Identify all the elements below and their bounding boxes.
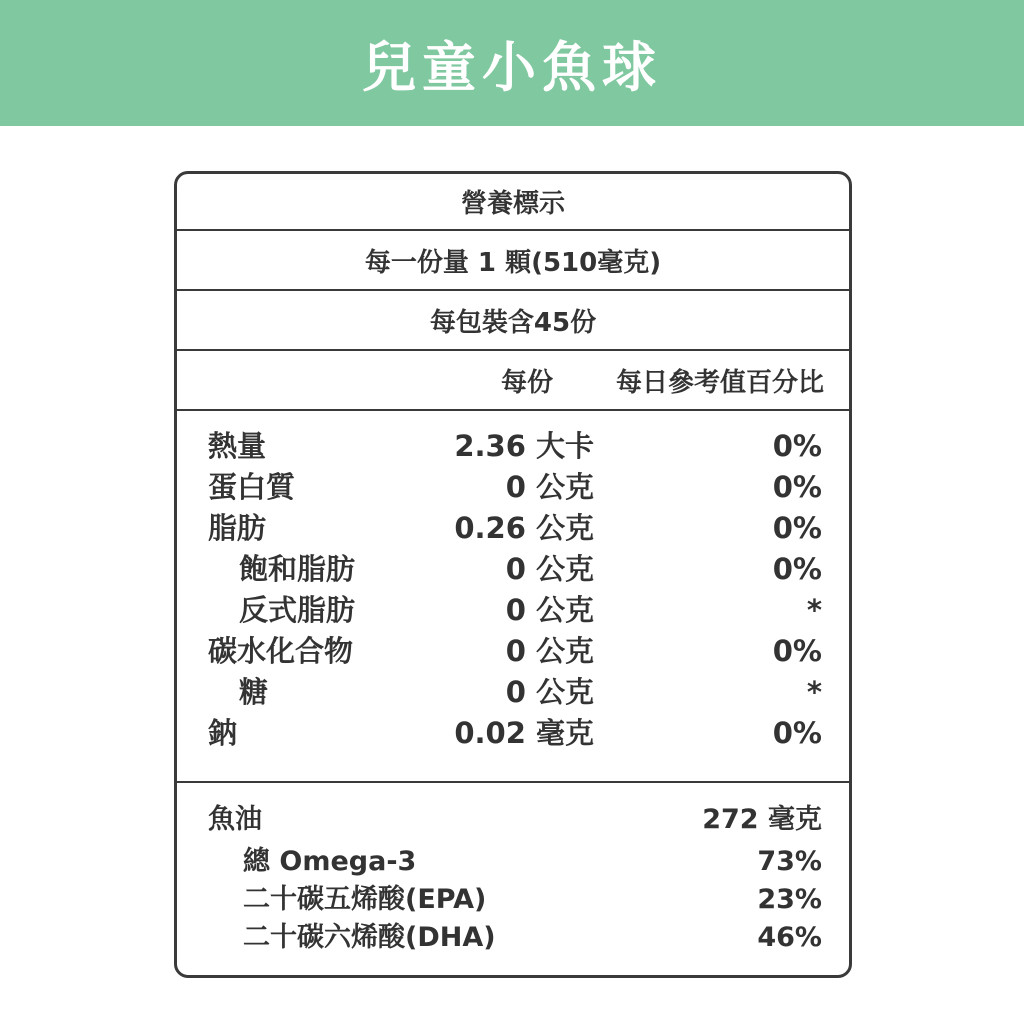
nutrient-row bbox=[177, 631, 849, 672]
servings-per-package-row bbox=[177, 291, 849, 351]
nutrient-name: 熱量 bbox=[208, 429, 267, 463]
column-header-row bbox=[177, 351, 849, 411]
component-value: 46% bbox=[757, 922, 822, 953]
nutrient-amount: 0.26 公克 bbox=[454, 511, 594, 545]
nutrient-amount: 0 公克 bbox=[505, 675, 594, 709]
nutrient-row bbox=[177, 508, 849, 549]
nutrient-list bbox=[177, 411, 849, 783]
nutrient-name: 脂肪 bbox=[208, 511, 267, 545]
nutrient-row bbox=[177, 713, 849, 754]
nutrient-daily-value: 0% bbox=[772, 552, 822, 586]
serving-size-row bbox=[177, 231, 849, 291]
nutrient-row bbox=[177, 426, 849, 467]
nutrient-name: 反式脂肪 bbox=[239, 593, 356, 627]
nutrient-daily-value: * bbox=[806, 675, 822, 709]
fish-oil-name: 魚油 bbox=[208, 804, 262, 835]
nutrient-amount: 2.36 大卡 bbox=[454, 429, 594, 463]
nutrient-name: 糖 bbox=[239, 675, 269, 709]
component-name: 總 Omega-3 bbox=[243, 846, 417, 877]
nutrition-heading: 營養標示 bbox=[460, 189, 565, 219]
nutrient-name: 碳水化合物 bbox=[208, 634, 354, 668]
fish-oil-section bbox=[177, 783, 849, 957]
nutrition-heading-row bbox=[177, 174, 849, 231]
column-per-serving: 每份 bbox=[500, 367, 553, 398]
fish-oil-component-row bbox=[177, 843, 849, 881]
fish-oil-row bbox=[177, 801, 849, 843]
component-name: 二十碳五烯酸(EPA) bbox=[243, 884, 487, 915]
nutrient-name: 飽和脂肪 bbox=[239, 552, 356, 586]
nutrition-facts-panel bbox=[174, 171, 852, 978]
fish-oil-amount: 272 毫克 bbox=[702, 804, 822, 835]
nutrient-row bbox=[177, 467, 849, 508]
nutrient-row bbox=[177, 672, 849, 713]
nutrient-daily-value: 0% bbox=[772, 634, 822, 668]
nutrient-amount: 0 公克 bbox=[505, 634, 594, 668]
fish-oil-component-row bbox=[177, 881, 849, 919]
nutrient-amount: 0 公克 bbox=[505, 552, 594, 586]
nutrient-daily-value: 0% bbox=[772, 429, 822, 463]
nutrient-daily-value: 0% bbox=[772, 470, 822, 504]
component-value: 23% bbox=[757, 884, 822, 915]
servings-per-package: 每包裝含45份 bbox=[429, 307, 597, 338]
nutrient-daily-value: 0% bbox=[772, 511, 822, 545]
nutrient-row bbox=[177, 549, 849, 590]
title-banner bbox=[0, 0, 1024, 126]
column-daily-value: 每日參考值百分比 bbox=[615, 367, 824, 398]
product-title: 兒童小魚球 bbox=[362, 35, 662, 99]
nutrient-daily-value: 0% bbox=[772, 716, 822, 750]
nutrient-amount: 0.02 毫克 bbox=[454, 716, 594, 750]
nutrient-name: 蛋白質 bbox=[208, 470, 296, 504]
nutrient-daily-value: * bbox=[806, 593, 822, 627]
nutrient-row bbox=[177, 590, 849, 631]
nutrient-name: 鈉 bbox=[208, 716, 238, 750]
component-value: 73% bbox=[757, 846, 822, 877]
nutrient-amount: 0 公克 bbox=[505, 593, 594, 627]
serving-size: 每一份量 1 顆(510毫克) bbox=[364, 247, 662, 278]
component-name: 二十碳六烯酸(DHA) bbox=[243, 922, 496, 953]
nutrient-amount: 0 公克 bbox=[505, 470, 594, 504]
fish-oil-component-row bbox=[177, 919, 849, 957]
